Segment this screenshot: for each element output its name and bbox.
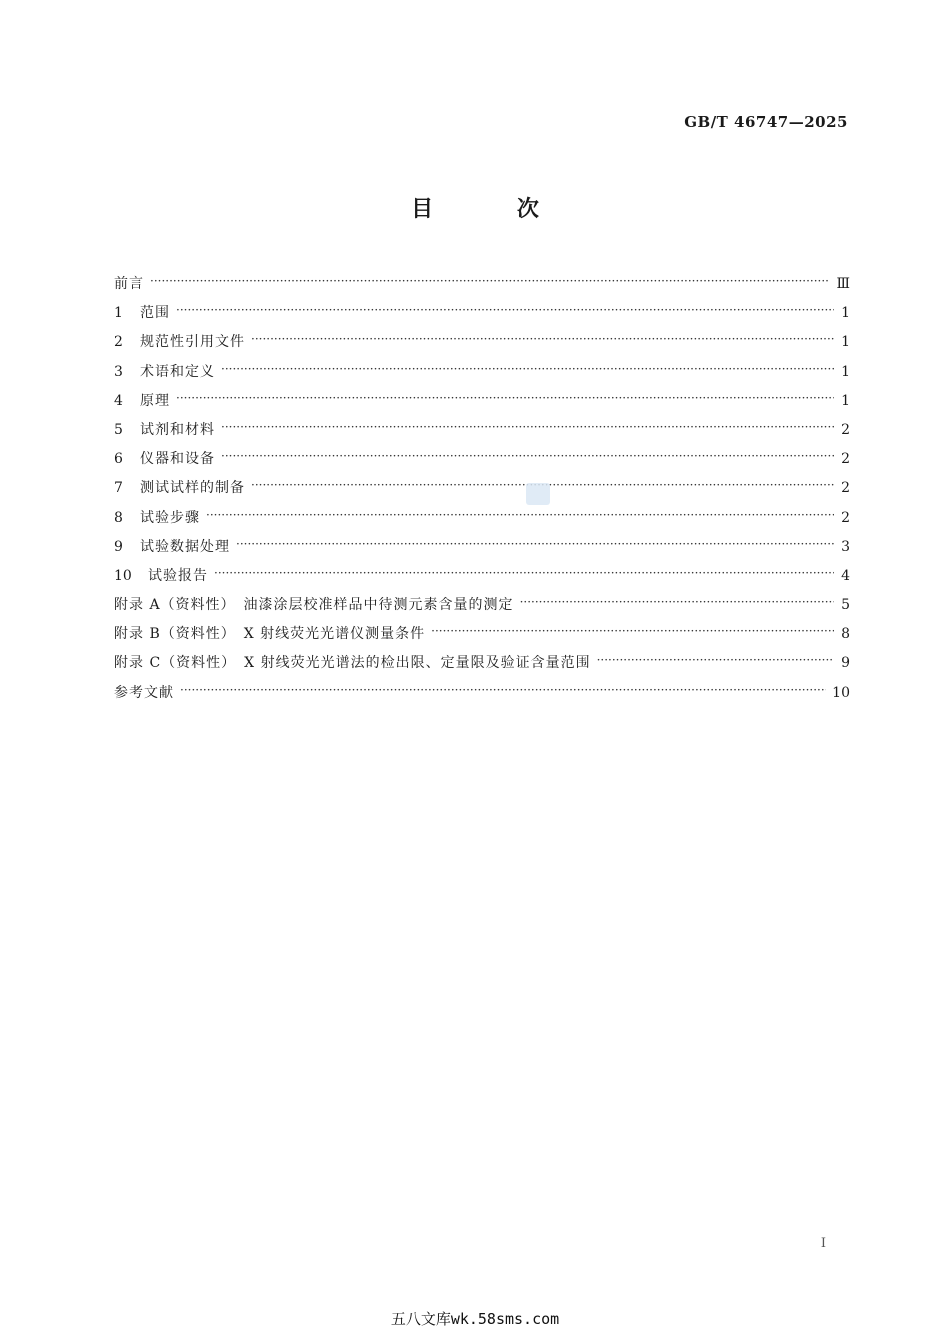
toc-entry-label: 原理 (140, 392, 170, 409)
toc-entry-page: Ⅲ (836, 276, 850, 292)
toc-leader-dots (251, 325, 834, 354)
toc-leader-dots (206, 501, 834, 530)
toc-entry-page: 4 (841, 567, 850, 584)
toc-leader-dots (221, 442, 834, 471)
toc-entry-page: 2 (841, 451, 850, 468)
toc-entry-label: 试验步骤 (140, 509, 200, 526)
toc-entry-appendix-a[interactable] (114, 591, 850, 620)
toc-entry-foreword[interactable] (114, 270, 850, 299)
toc-entry-page: 3 (841, 538, 850, 555)
toc-entry-number: 8 (114, 509, 123, 526)
toc-entry-label: 试验报告 (148, 567, 208, 584)
toc-entry-page: 8 (841, 626, 850, 643)
toc-entry-page: 1 (841, 363, 850, 380)
toc-entry-label: 范围 (140, 305, 170, 322)
toc-leader-dots (176, 296, 834, 325)
toc-entry-label: 附录 C（资料性） X 射线荧光光谱法的检出限、定量限及验证含量范围 (114, 655, 591, 672)
toc-entry-page: 9 (841, 655, 850, 672)
toc-leader-dots (236, 530, 834, 559)
toc-entry-3[interactable] (114, 358, 850, 387)
toc-entry-10[interactable] (114, 562, 850, 591)
toc-entry-number: 3 (114, 363, 123, 380)
toc-entry-label: 测试试样的制备 (140, 480, 245, 497)
toc-entry-label: 术语和定义 (140, 363, 215, 380)
toc-entry-number: 2 (114, 334, 123, 351)
toc-entry-label: 试剂和材料 (140, 421, 215, 438)
toc-entry-number: 9 (114, 538, 123, 555)
toc-leader-dots (150, 267, 830, 296)
toc-entry-6[interactable] (114, 445, 850, 474)
toc-entry-number: 5 (114, 421, 123, 438)
toc-entry-page: 2 (841, 421, 850, 438)
toc-leader-dots (180, 676, 826, 705)
toc-entry-label: 仪器和设备 (140, 451, 215, 468)
toc-entry-page: 1 (841, 392, 850, 409)
toc-leader-dots (597, 646, 834, 675)
toc-entry-1[interactable] (114, 299, 850, 328)
document-code: GB/T 46747—2025 (684, 113, 848, 131)
toc-entry-4[interactable] (114, 387, 850, 416)
toc-entry-number: 4 (114, 392, 123, 409)
toc-leader-dots (520, 588, 834, 617)
toc-entry-2[interactable] (114, 328, 850, 357)
toc-entry-page: 2 (841, 480, 850, 497)
toc-entry-appendix-b[interactable] (114, 620, 850, 649)
toc-entry-number: 1 (114, 305, 123, 322)
toc-entry-label: 试验数据处理 (140, 538, 230, 555)
page-title: 目 次 (411, 197, 577, 222)
toc-leader-dots (431, 617, 834, 646)
toc-leader-dots (176, 384, 834, 413)
toc-entry-8[interactable] (114, 504, 850, 533)
toc-entry-number: 7 (114, 480, 123, 497)
toc-entry-page: 2 (841, 509, 850, 526)
toc-leader-dots (221, 355, 834, 384)
toc-entry-7[interactable] (114, 474, 850, 503)
toc-entry-label: 前言 (114, 276, 144, 292)
toc-entry-appendix-c[interactable] (114, 649, 850, 678)
toc-leader-dots (221, 413, 834, 442)
toc-entry-5[interactable] (114, 416, 850, 445)
toc-entry-page: 5 (841, 597, 850, 614)
toc-entry-page: 10 (832, 684, 850, 701)
toc-entry-number: 6 (114, 451, 123, 468)
page-number: I (820, 1236, 826, 1251)
toc-entry-page: 1 (841, 334, 850, 351)
toc-entry-label: 附录 B（资料性） X 射线荧光光谱仪测量条件 (114, 626, 426, 643)
toc-entry-9[interactable] (114, 533, 850, 562)
toc-entry-label: 参考文献 (114, 684, 174, 701)
toc-entry-references[interactable] (114, 679, 850, 708)
footer-site-text: 五八文库wk.58sms.com (390, 1310, 560, 1328)
table-of-contents (114, 270, 850, 708)
toc-leader-dots (214, 559, 834, 588)
toc-entry-label: 附录 A（资料性） 油漆涂层校准样品中待测元素含量的测定 (114, 597, 514, 614)
toc-entry-label: 规范性引用文件 (140, 334, 245, 351)
toc-entry-number: 10 (114, 567, 132, 584)
watermark-logo-icon (526, 483, 550, 505)
toc-entry-page: 1 (841, 305, 850, 322)
